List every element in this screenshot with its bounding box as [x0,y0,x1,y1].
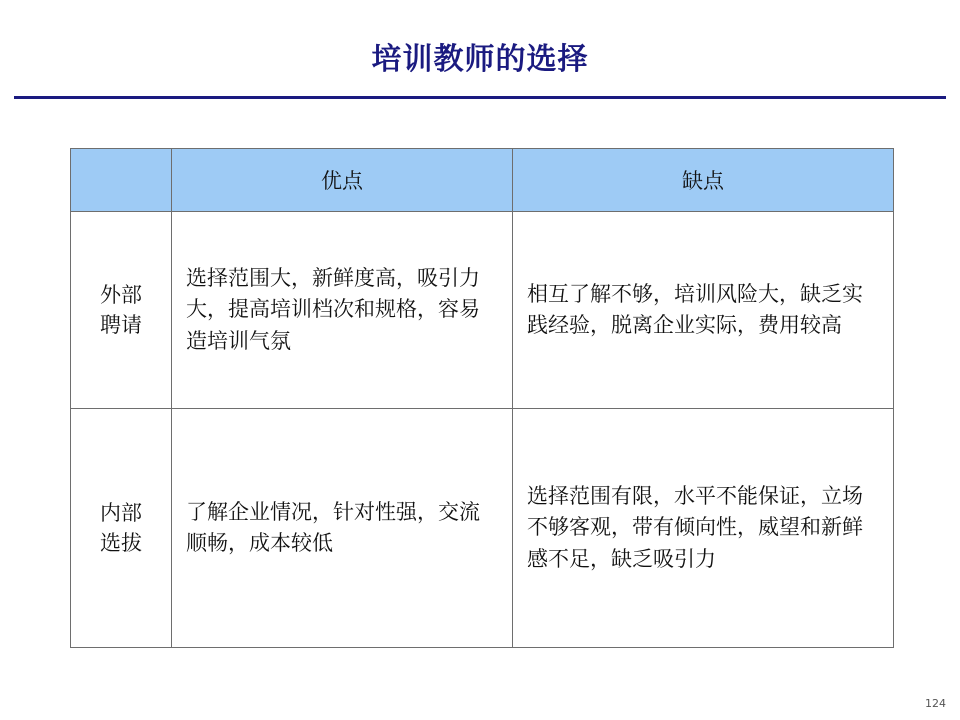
cell-internal-pros-text: 了解企业情况，针对性强，交流顺畅，成本较低 [186,499,480,555]
cell-external-pros [172,212,513,409]
row-label-external-line1: 外部 [100,282,142,307]
cell-internal-pros [172,409,513,648]
table-header-pros: 优点 [172,149,513,212]
page-number: 124 [925,697,946,710]
comparison-table [70,148,894,648]
row-label-internal [71,409,172,648]
table-header-cons: 缺点 [513,149,894,212]
table-body [71,212,894,648]
table-row [71,409,894,648]
title-divider [14,96,946,99]
cell-external-cons-text: 相互了解不够，培训风险大，缺乏实践经验，脱离企业实际，费用较高 [527,281,863,337]
cell-internal-cons-text: 选择范围有限，水平不能保证，立场不够客观，带有倾向性，威望和新鲜感不足，缺乏吸引力 [527,483,863,571]
cell-external-cons [513,212,894,409]
row-label-external [71,212,172,409]
cell-internal-cons [513,409,894,648]
table-header-row [71,149,894,212]
table-header-corner [71,149,172,212]
row-label-internal-line1: 内部 [100,500,142,525]
cell-external-pros-text: 选择范围大，新鲜度高，吸引力大，提高培训档次和规格，容易造培训气氛 [186,265,480,353]
row-label-external-line2: 聘请 [100,313,142,337]
comparison-table-container [70,148,890,648]
table-row [71,212,894,409]
row-label-internal-line2: 选拔 [100,531,142,555]
page-title: 培训教师的选择 [371,42,589,77]
table-header [71,149,894,212]
